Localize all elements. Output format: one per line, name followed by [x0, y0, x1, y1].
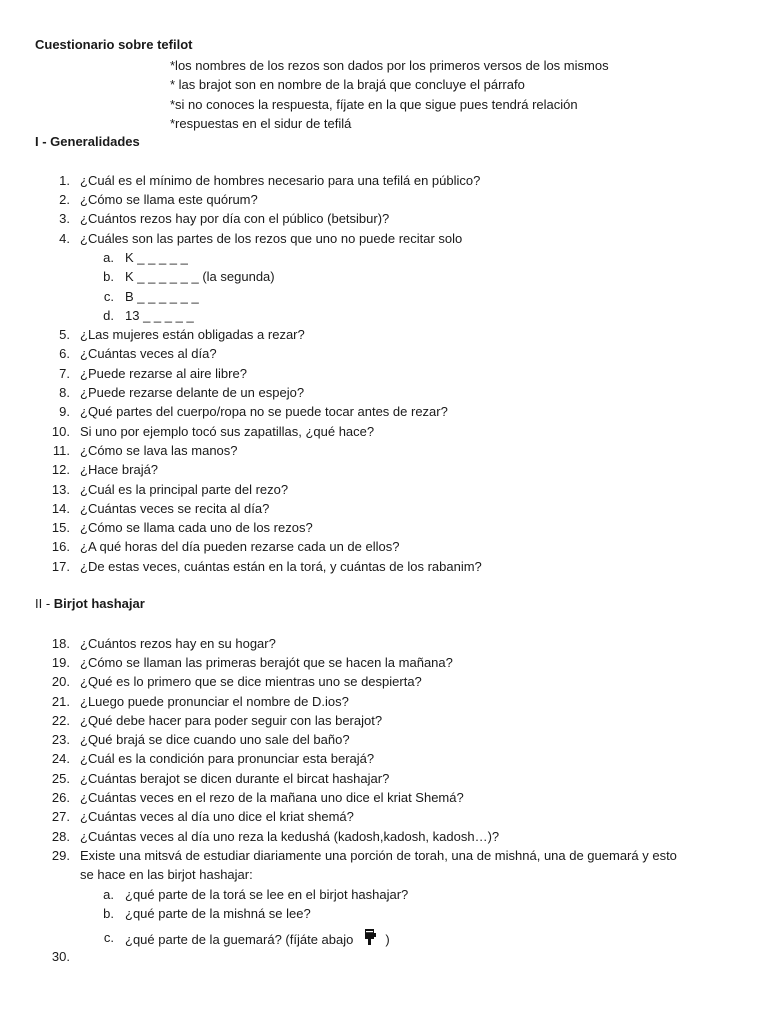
sub-item-text: B _ _ _ _ _ _: [125, 289, 199, 304]
question-number: 26.: [51, 790, 70, 805]
question-text: ¿Qué partes del cuerpo/ropa no se puede tocar antes de rezar?: [80, 404, 448, 419]
section-title: Birjot hashajar: [53, 596, 145, 611]
question-number: 4.: [59, 231, 70, 246]
question-number: 15.: [51, 520, 70, 535]
sub-item-letter: c.: [103, 289, 114, 304]
question-text: ¿Cuál es la principal parte del rezo?: [80, 482, 289, 497]
question-number: 18.: [51, 636, 70, 651]
question-text: ¿Cuántos rezos hay por día con el público (betsibur)?: [80, 211, 390, 226]
question-number: 11.: [52, 443, 70, 458]
question-number: 3.: [59, 211, 70, 226]
question-number: 19.: [51, 655, 70, 670]
question-number: 24.: [51, 751, 70, 766]
question-number: 5.: [59, 327, 70, 342]
pointing-hand-down-icon: [363, 928, 377, 951]
sub-item-letter: c.: [103, 930, 114, 945]
note-line: *si no conoces la respuesta, fíjate en la que sigue pues tendrá relación: [170, 96, 578, 112]
sub-item-letter: b.: [103, 269, 114, 284]
sub-item-text: K _ _ _ _ _ _ (la segunda): [125, 269, 275, 284]
section-number: II -: [35, 596, 54, 611]
question-text: ¿Cómo se llama cada uno de los rezos?: [80, 520, 313, 535]
question-number: 1.: [59, 173, 70, 188]
question-number: 6.: [59, 346, 70, 361]
sub-item-letter: a.: [103, 250, 114, 265]
question-number: 20.: [51, 674, 70, 689]
question-text: ¿Hace brajá?: [80, 462, 159, 477]
question-text: ¿Cuántas veces se recita al día?: [80, 501, 270, 516]
question-text: Existe una mitsvá de estudiar diariamente una porción de torah, una de mishná, una de guemará y esto: [80, 848, 677, 863]
sub-item-text: ¿qué parte de la mishná se lee?: [125, 906, 311, 921]
question-text: ¿Cuál es el mínimo de hombres necesario para una tefilá en público?: [80, 173, 481, 188]
note-line: *respuestas en el sidur de tefilá: [170, 115, 352, 131]
question-text: Si uno por ejemplo tocó sus zapatillas, ¿qué hace?: [80, 424, 375, 439]
question-text: ¿Qué debe hacer para poder seguir con las berajot?: [80, 713, 383, 728]
question-number: 27.: [51, 809, 70, 824]
question-text: ¿Cuáles son las partes de los rezos que uno no puede recitar solo: [80, 231, 463, 246]
question-number: 10.: [51, 424, 70, 439]
question-text: ¿De estas veces, cuántas están en la torá, y cuántas de los rabanim?: [80, 559, 482, 574]
question-text: se hace en las birjot hashajar:: [80, 867, 253, 882]
question-text: ¿Cuál es la condición para pronunciar esta berajá?: [80, 751, 375, 766]
question-number: 23.: [51, 732, 70, 747]
question-text: ¿Cuántas berajot se dicen durante el bircat hashajar?: [80, 771, 390, 786]
question-text: ¿Cuántas veces al día?: [80, 346, 217, 361]
sub-item-letter: a.: [103, 887, 114, 902]
question-text: ¿Cuántos rezos hay en su hogar?: [80, 636, 276, 651]
instructions-notes: [170, 56, 609, 133]
sub-item-letter: b.: [103, 906, 114, 921]
sub-item-text: [125, 928, 390, 951]
question-text: ¿Cómo se llaman las primeras berajót que se hacen la mañana?: [80, 655, 453, 670]
sub-item-letter: d.: [103, 308, 114, 323]
note-line: *los nombres de los rezos son dados por los primeros versos de los mismos: [170, 58, 609, 73]
question-number: 17.: [51, 559, 70, 574]
section-heading-birjot-hashajar: [35, 596, 145, 611]
question-number: 29.: [51, 848, 70, 863]
closing-parenthesis: ): [385, 932, 390, 947]
question-text: ¿Qué es lo primero que se dice mientras uno se despierta?: [80, 674, 422, 689]
question-text: ¿A qué horas del día pueden rezarse cada un de ellos?: [80, 539, 400, 554]
question-text: ¿Puede rezarse al aire libre?: [80, 366, 247, 381]
question-number: 25.: [51, 771, 70, 786]
sub-item-text-main: ¿qué parte de la guemará? (fíjáte abajo: [125, 932, 354, 947]
sub-item-text: ¿qué parte de la torá se lee en el birjot hashajar?: [125, 887, 409, 902]
question-text: ¿Qué brajá se dice cuando uno sale del baño?: [80, 732, 350, 747]
question-number: 8.: [59, 385, 70, 400]
question-text: ¿Cuántas veces en el rezo de la mañana uno dice el kriat Shemá?: [80, 790, 464, 805]
question-text: ¿Las mujeres están obligadas a rezar?: [80, 327, 305, 342]
question-number: 14.: [51, 501, 70, 516]
question-number: 13.: [51, 482, 70, 497]
question-text: ¿Cómo se lava las manos?: [80, 443, 238, 458]
question-number: 16.: [51, 539, 70, 554]
document-title: Cuestionario sobre tefilot: [35, 37, 193, 52]
question-number: 21.: [51, 694, 70, 709]
section-heading-generalidades: I - Generalidades: [35, 134, 140, 149]
note-line: * las brajot son en nombre de la brajá que concluye el párrafo: [170, 77, 525, 93]
sub-item-text: 13 _ _ _ _ _: [125, 308, 194, 323]
sub-item-text: K _ _ _ _ _: [125, 250, 188, 265]
question-number: 2.: [59, 192, 70, 207]
question-text: ¿Luego puede pronunciar el nombre de D.ios?: [80, 694, 349, 709]
question-text: ¿Cómo se llama este quórum?: [80, 192, 258, 207]
question-text: ¿Puede rezarse delante de un espejo?: [80, 385, 305, 400]
question-number: 30.: [51, 949, 70, 964]
question-number: 22.: [51, 713, 70, 728]
question-number: 7.: [59, 366, 70, 381]
question-text: ¿Cuántas veces al día uno dice el kriat shemá?: [80, 809, 354, 824]
question-number: 12.: [51, 462, 70, 477]
question-text: ¿Cuántas veces al día uno reza la kedushá (kadosh,kadosh, kadosh…)?: [80, 829, 500, 844]
question-number: 9.: [59, 404, 70, 419]
question-number: 28.: [51, 829, 70, 844]
